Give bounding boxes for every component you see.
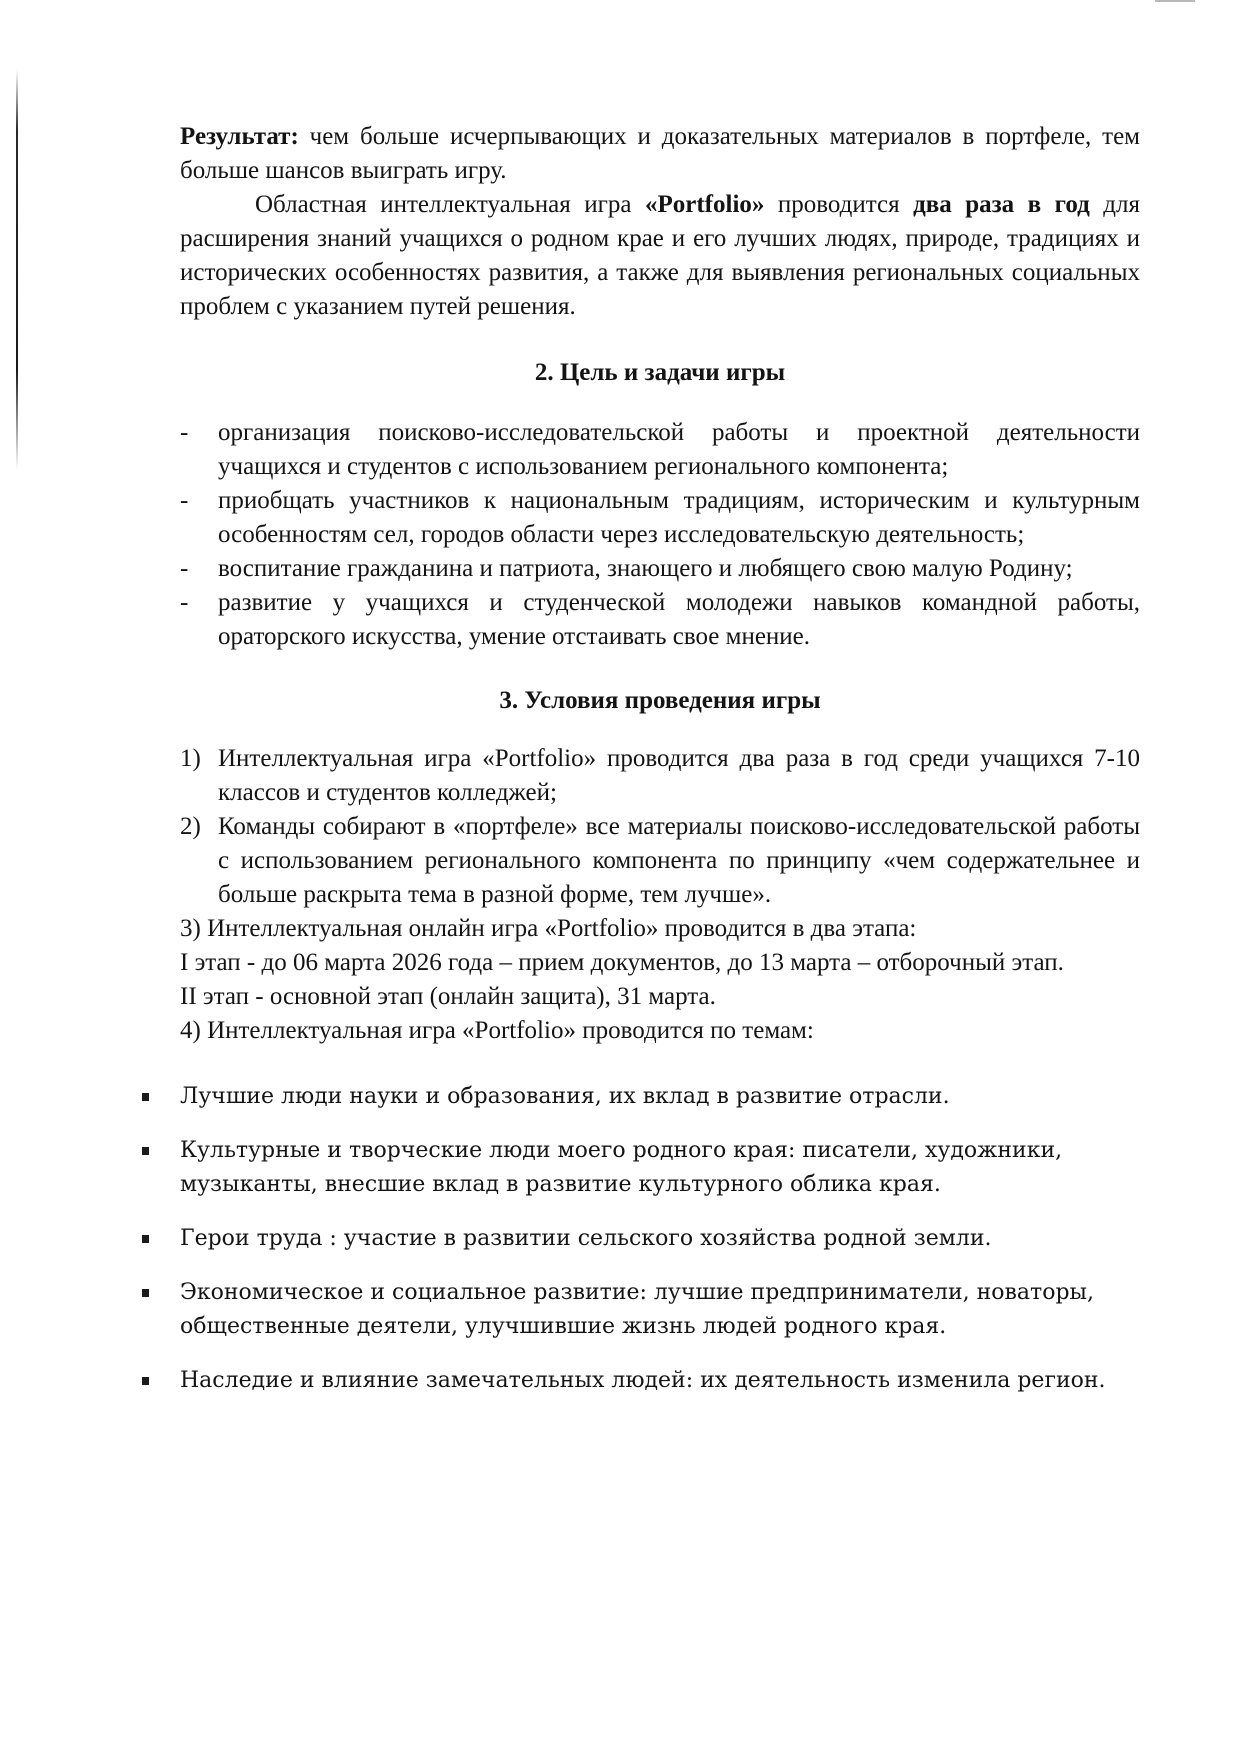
dash-marker: - — [180, 419, 189, 446]
list-item-text: Интеллектуальная игра «Portfolio» проводится два раза в год среди учащихся 7-10 классов и студентов колледжей; — [218, 745, 1140, 806]
topic-item — [140, 1276, 1150, 1344]
list-item — [180, 552, 1140, 586]
document-page — [180, 120, 1140, 1418]
stage-1-text: I этап - до 06 марта 2026 года – прием документов, до 13 марта – отборочный этап. — [180, 949, 1064, 976]
intro-text-end: для расширения знаний учащихся о родном крае и его лучших людях, природе, традициях и исторических особенностях развития, а также для выявления региональных социальных проблем с указанием путей решения. — [180, 191, 1140, 320]
list-item-text: развитие у учащихся и студенческой молодежи навыков командной работы, ораторского искусства, умение отстаивать свое мнение. — [218, 589, 1140, 650]
scan-top-artifact — [1155, 0, 1195, 2]
list-item — [180, 810, 1140, 912]
list-item-text: воспитание гражданина и патриота, знающего и любящего свою малую Родину; — [218, 555, 1073, 582]
square-bullet-icon — [142, 1093, 149, 1101]
square-bullet-icon — [142, 1377, 149, 1385]
topics-list — [140, 1080, 1150, 1398]
list-item — [180, 586, 1140, 654]
dash-marker: - — [180, 555, 189, 582]
topic-text: Экономическое и социальное развитие: лучшие предприниматели, новаторы, общественные деятели, улучшившие жизнь людей родного края. — [180, 1280, 1095, 1339]
result-paragraph — [180, 120, 1140, 188]
dash-marker: - — [180, 487, 189, 514]
square-bullet-icon — [142, 1289, 149, 1297]
topic-item — [140, 1080, 1150, 1114]
list-item — [180, 484, 1140, 552]
stage-2-text: II этап - основной этап (онлайн защита), 31 марта. — [180, 983, 716, 1010]
topic-text: Культурные и творческие люди моего родного края: писатели, художники, музыканты, внесшие вклад в развитие культурного облика края. — [180, 1138, 1063, 1197]
topic-text: Наследие и влияние замечательных людей: их деятельность изменила регион. — [180, 1368, 1106, 1393]
square-bullet-icon — [142, 1147, 149, 1155]
result-text: чем больше исчерпывающих и доказательных материалов в портфеле, тем больше шансов выиграть игру. — [180, 123, 1140, 184]
section-heading-conditions: 3. Условия проведения игры — [499, 687, 821, 714]
list-item-text: приобщать участников к национальным традициям, историческим и культурным особенностям сел, городов области через исследовательскую деятельность; — [218, 487, 1140, 548]
condition-item-3: 3) Интеллектуальная онлайн игра «Portfolio» проводится в два этапа: — [180, 915, 917, 942]
intro-text-start: Областная интеллектуальная игра — [255, 191, 645, 218]
scan-edge-line — [16, 70, 18, 470]
topic-item — [140, 1364, 1150, 1398]
number-marker: 1) — [180, 745, 201, 772]
topic-text: Лучшие люди науки и образования, их вклад в развитие отрасли. — [180, 1084, 950, 1109]
intro-paragraph — [180, 188, 1140, 324]
topic-item — [140, 1134, 1150, 1202]
result-label: Результат: — [180, 123, 299, 150]
goals-list — [180, 416, 1140, 654]
square-bullet-icon — [142, 1235, 149, 1243]
game-name: «Portfolio» — [644, 191, 765, 218]
condition-item-4: 4) Интеллектуальная игра «Portfolio» проводится по темам: — [180, 1017, 814, 1044]
intro-text-mid: проводится — [764, 191, 914, 218]
dash-marker: - — [180, 589, 189, 616]
topic-text: Герои труда : участие в развитии сельского хозяйства родной земли. — [180, 1226, 992, 1251]
topic-item — [140, 1222, 1150, 1256]
list-item-text: организация поисково-исследовательской работы и проектной деятельности учащихся и студентов с использованием регионального компонента; — [218, 419, 1140, 480]
list-item — [180, 416, 1140, 484]
frequency-bold: два раза в год — [913, 191, 1090, 218]
list-item-text: Команды собирают в «портфеле» все материалы поисково-исследовательской работы с использованием регионального компонента по принципу «чем содержательнее и больше раскрыта тема в разной форме, тем лучше». — [218, 813, 1140, 908]
conditions-list — [180, 742, 1140, 912]
section-heading-goals: 2. Цель и задачи игры — [534, 359, 786, 386]
list-item — [180, 742, 1140, 810]
number-marker: 2) — [180, 813, 201, 840]
